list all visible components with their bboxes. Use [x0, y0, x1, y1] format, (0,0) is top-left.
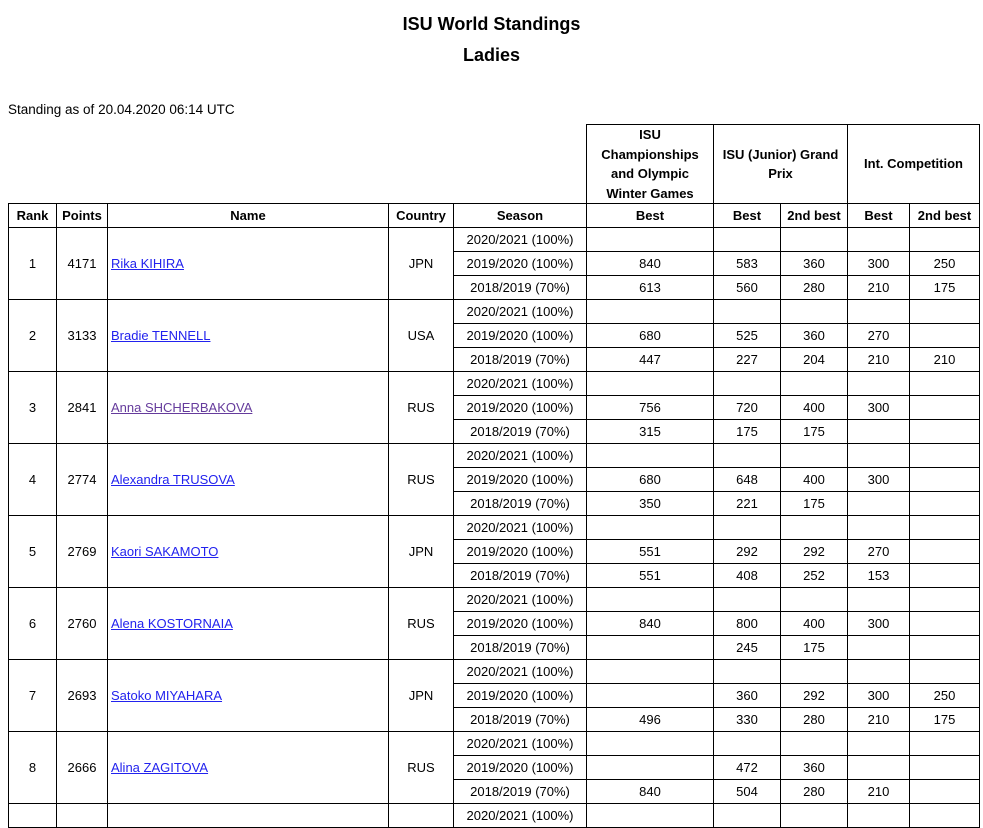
- value-cell: 210: [848, 708, 910, 732]
- value-cell: 400: [781, 396, 848, 420]
- value-cell: 175: [781, 420, 848, 444]
- name-cell: [108, 660, 389, 732]
- value-cell: [587, 804, 714, 828]
- value-cell: 300: [848, 396, 910, 420]
- value-cell: [587, 660, 714, 684]
- column-header-int-2nd-best: 2nd best: [910, 204, 980, 228]
- rank-cell: 8: [9, 732, 57, 804]
- season-row: [9, 372, 980, 396]
- value-cell: [714, 660, 781, 684]
- value-cell: 292: [781, 684, 848, 708]
- rank-cell: 7: [9, 660, 57, 732]
- value-cell: [781, 372, 848, 396]
- value-cell: [781, 588, 848, 612]
- value-cell: [848, 444, 910, 468]
- column-header-row: [9, 204, 980, 228]
- value-cell: [714, 516, 781, 540]
- value-cell: 300: [848, 468, 910, 492]
- value-cell: 221: [714, 492, 781, 516]
- name-cell: [108, 732, 389, 804]
- season-row: [9, 444, 980, 468]
- rank-cell: 5: [9, 516, 57, 588]
- value-cell: [848, 636, 910, 660]
- season-cell: 2020/2021 (100%): [454, 228, 587, 252]
- season-cell: 2019/2020 (100%): [454, 756, 587, 780]
- value-cell: [910, 516, 980, 540]
- country-cell: RUS: [389, 444, 454, 516]
- value-cell: 270: [848, 324, 910, 348]
- skater-link[interactable]: Alexandra TRUSOVA: [111, 472, 235, 487]
- value-cell: [587, 444, 714, 468]
- value-cell: 400: [781, 468, 848, 492]
- value-cell: 300: [848, 612, 910, 636]
- name-cell: [108, 372, 389, 444]
- value-cell: 680: [587, 468, 714, 492]
- season-cell: 2020/2021 (100%): [454, 732, 587, 756]
- country-cell: JPN: [389, 228, 454, 300]
- value-cell: 175: [910, 276, 980, 300]
- value-cell: 551: [587, 564, 714, 588]
- value-cell: 472: [714, 756, 781, 780]
- value-cell: [714, 444, 781, 468]
- group-header-int-competition: Int. Competition: [848, 125, 980, 204]
- value-cell: 210: [848, 780, 910, 804]
- value-cell: [587, 636, 714, 660]
- value-cell: 250: [910, 684, 980, 708]
- value-cell: [781, 732, 848, 756]
- season-cell: 2020/2021 (100%): [454, 804, 587, 828]
- value-cell: 840: [587, 252, 714, 276]
- value-cell: [910, 612, 980, 636]
- group-header-isu-championships: ISU Championships and Olympic Winter Games: [587, 125, 714, 204]
- value-cell: [910, 444, 980, 468]
- value-cell: [910, 420, 980, 444]
- value-cell: 551: [587, 540, 714, 564]
- value-cell: 175: [781, 492, 848, 516]
- name-cell: [108, 228, 389, 300]
- value-cell: [781, 660, 848, 684]
- value-cell: [910, 636, 980, 660]
- column-header-rank: Rank: [9, 204, 57, 228]
- value-cell: 800: [714, 612, 781, 636]
- column-header-champ-best: Best: [587, 204, 714, 228]
- value-cell: [910, 588, 980, 612]
- country-cell: [389, 804, 454, 828]
- value-cell: 210: [848, 348, 910, 372]
- value-cell: 252: [781, 564, 848, 588]
- page-title: ISU World Standings: [402, 14, 581, 34]
- value-cell: [848, 300, 910, 324]
- points-cell: 4171: [57, 228, 108, 300]
- value-cell: 153: [848, 564, 910, 588]
- page-subtitle: Ladies: [462, 45, 521, 65]
- value-cell: 360: [781, 252, 848, 276]
- value-cell: [910, 300, 980, 324]
- season-cell: 2019/2020 (100%): [454, 252, 587, 276]
- value-cell: [910, 756, 980, 780]
- points-cell: [57, 804, 108, 828]
- value-cell: 204: [781, 348, 848, 372]
- points-cell: 3133: [57, 300, 108, 372]
- season-row: [9, 516, 980, 540]
- value-cell: 315: [587, 420, 714, 444]
- value-cell: [587, 588, 714, 612]
- value-cell: [714, 732, 781, 756]
- value-cell: [587, 516, 714, 540]
- column-header-points: Points: [57, 204, 108, 228]
- country-cell: JPN: [389, 516, 454, 588]
- value-cell: [910, 732, 980, 756]
- value-cell: 360: [781, 756, 848, 780]
- season-cell: 2020/2021 (100%): [454, 444, 587, 468]
- skater-link[interactable]: Anna SHCHERBAKOVA: [111, 400, 253, 415]
- value-cell: 525: [714, 324, 781, 348]
- value-cell: [848, 756, 910, 780]
- season-cell: 2018/2019 (70%): [454, 780, 587, 804]
- group-header-junior-grand-prix: ISU (Junior) Grand Prix: [714, 125, 848, 204]
- value-cell: [587, 684, 714, 708]
- value-cell: [714, 228, 781, 252]
- season-cell: 2018/2019 (70%): [454, 636, 587, 660]
- season-cell: 2019/2020 (100%): [454, 612, 587, 636]
- value-cell: [910, 228, 980, 252]
- value-cell: [848, 804, 910, 828]
- value-cell: 350: [587, 492, 714, 516]
- value-cell: 756: [587, 396, 714, 420]
- value-cell: 245: [714, 636, 781, 660]
- season-cell: 2018/2019 (70%): [454, 492, 587, 516]
- value-cell: [781, 228, 848, 252]
- value-cell: 613: [587, 276, 714, 300]
- column-header-season: Season: [454, 204, 587, 228]
- value-cell: 300: [848, 684, 910, 708]
- points-cell: 2693: [57, 660, 108, 732]
- skater-link[interactable]: Alina ZAGITOVA: [111, 760, 209, 775]
- value-cell: 280: [781, 780, 848, 804]
- value-cell: [587, 756, 714, 780]
- value-cell: 408: [714, 564, 781, 588]
- value-cell: [714, 372, 781, 396]
- value-cell: [848, 228, 910, 252]
- value-cell: 840: [587, 780, 714, 804]
- season-cell: 2020/2021 (100%): [454, 372, 587, 396]
- skater-link[interactable]: Bradie TENNELL: [111, 328, 211, 343]
- rank-cell: 3: [9, 372, 57, 444]
- value-cell: 250: [910, 252, 980, 276]
- country-cell: RUS: [389, 732, 454, 804]
- season-row: [9, 732, 980, 756]
- value-cell: [848, 492, 910, 516]
- rank-cell: 4: [9, 444, 57, 516]
- value-cell: [781, 300, 848, 324]
- value-cell: [910, 804, 980, 828]
- country-cell: RUS: [389, 372, 454, 444]
- season-row-partial: [9, 804, 980, 828]
- value-cell: [910, 540, 980, 564]
- season-cell: 2020/2021 (100%): [454, 300, 587, 324]
- skater-link[interactable]: Alena KOSTORNAIA: [111, 616, 233, 631]
- rank-cell: 2: [9, 300, 57, 372]
- season-cell: 2018/2019 (70%): [454, 348, 587, 372]
- season-cell: 2019/2020 (100%): [454, 468, 587, 492]
- country-cell: RUS: [389, 588, 454, 660]
- value-cell: 280: [781, 276, 848, 300]
- season-row: [9, 228, 980, 252]
- season-row: [9, 660, 980, 684]
- season-row: [9, 300, 980, 324]
- season-cell: 2020/2021 (100%): [454, 660, 587, 684]
- value-cell: 175: [714, 420, 781, 444]
- skater-link[interactable]: Kaori SAKAMOTO: [111, 544, 219, 559]
- value-cell: 210: [848, 276, 910, 300]
- value-cell: 360: [714, 684, 781, 708]
- value-cell: [848, 732, 910, 756]
- points-cell: 2760: [57, 588, 108, 660]
- value-cell: [910, 468, 980, 492]
- season-cell: 2020/2021 (100%): [454, 588, 587, 612]
- column-header-int-best: Best: [848, 204, 910, 228]
- column-header-jgp-best: Best: [714, 204, 781, 228]
- season-cell: 2018/2019 (70%): [454, 276, 587, 300]
- rank-cell: 6: [9, 588, 57, 660]
- value-cell: [781, 804, 848, 828]
- season-cell: 2019/2020 (100%): [454, 324, 587, 348]
- points-cell: 2666: [57, 732, 108, 804]
- standing-note: Standing as of 20.04.2020 06:14 UTC: [8, 102, 235, 117]
- name-cell: [108, 516, 389, 588]
- value-cell: [910, 660, 980, 684]
- rank-cell: [9, 804, 57, 828]
- season-cell: 2020/2021 (100%): [454, 516, 587, 540]
- value-cell: 496: [587, 708, 714, 732]
- value-cell: [587, 300, 714, 324]
- value-cell: [848, 588, 910, 612]
- group-header-row: [9, 125, 980, 204]
- value-cell: 270: [848, 540, 910, 564]
- value-cell: 583: [714, 252, 781, 276]
- season-cell: 2018/2019 (70%): [454, 420, 587, 444]
- value-cell: 504: [714, 780, 781, 804]
- skater-link[interactable]: Rika KIHIRA: [111, 256, 184, 271]
- value-cell: 560: [714, 276, 781, 300]
- value-cell: [910, 492, 980, 516]
- name-cell: [108, 804, 389, 828]
- value-cell: [714, 804, 781, 828]
- column-header-country: Country: [389, 204, 454, 228]
- value-cell: 680: [587, 324, 714, 348]
- standings-table: [8, 124, 980, 828]
- value-cell: [910, 372, 980, 396]
- value-cell: 175: [910, 708, 980, 732]
- value-cell: [714, 300, 781, 324]
- country-cell: JPN: [389, 660, 454, 732]
- value-cell: 648: [714, 468, 781, 492]
- value-cell: 210: [910, 348, 980, 372]
- value-cell: [848, 420, 910, 444]
- country-cell: USA: [389, 300, 454, 372]
- value-cell: [714, 588, 781, 612]
- value-cell: [587, 228, 714, 252]
- column-header-jgp-2nd-best: 2nd best: [781, 204, 848, 228]
- value-cell: 175: [781, 636, 848, 660]
- value-cell: [910, 396, 980, 420]
- value-cell: 292: [781, 540, 848, 564]
- name-cell: [108, 444, 389, 516]
- season-cell: 2018/2019 (70%): [454, 564, 587, 588]
- value-cell: 292: [714, 540, 781, 564]
- value-cell: 227: [714, 348, 781, 372]
- value-cell: 720: [714, 396, 781, 420]
- column-header-name: Name: [108, 204, 389, 228]
- value-cell: [848, 660, 910, 684]
- season-cell: 2019/2020 (100%): [454, 396, 587, 420]
- points-cell: 2769: [57, 516, 108, 588]
- points-cell: 2841: [57, 372, 108, 444]
- value-cell: 300: [848, 252, 910, 276]
- season-cell: 2019/2020 (100%): [454, 684, 587, 708]
- value-cell: [910, 564, 980, 588]
- name-cell: [108, 300, 389, 372]
- value-cell: 840: [587, 612, 714, 636]
- points-cell: 2774: [57, 444, 108, 516]
- group-header-spacer: [9, 125, 587, 204]
- value-cell: [848, 372, 910, 396]
- value-cell: [587, 732, 714, 756]
- season-cell: 2019/2020 (100%): [454, 540, 587, 564]
- value-cell: [910, 780, 980, 804]
- value-cell: [781, 516, 848, 540]
- value-cell: 447: [587, 348, 714, 372]
- value-cell: [910, 324, 980, 348]
- value-cell: [781, 444, 848, 468]
- value-cell: 400: [781, 612, 848, 636]
- skater-link[interactable]: Satoko MIYAHARA: [111, 688, 223, 703]
- rank-cell: 1: [9, 228, 57, 300]
- season-cell: 2018/2019 (70%): [454, 708, 587, 732]
- value-cell: [587, 372, 714, 396]
- season-row: [9, 588, 980, 612]
- value-cell: 330: [714, 708, 781, 732]
- name-cell: [108, 588, 389, 660]
- value-cell: [848, 516, 910, 540]
- value-cell: 360: [781, 324, 848, 348]
- value-cell: 280: [781, 708, 848, 732]
